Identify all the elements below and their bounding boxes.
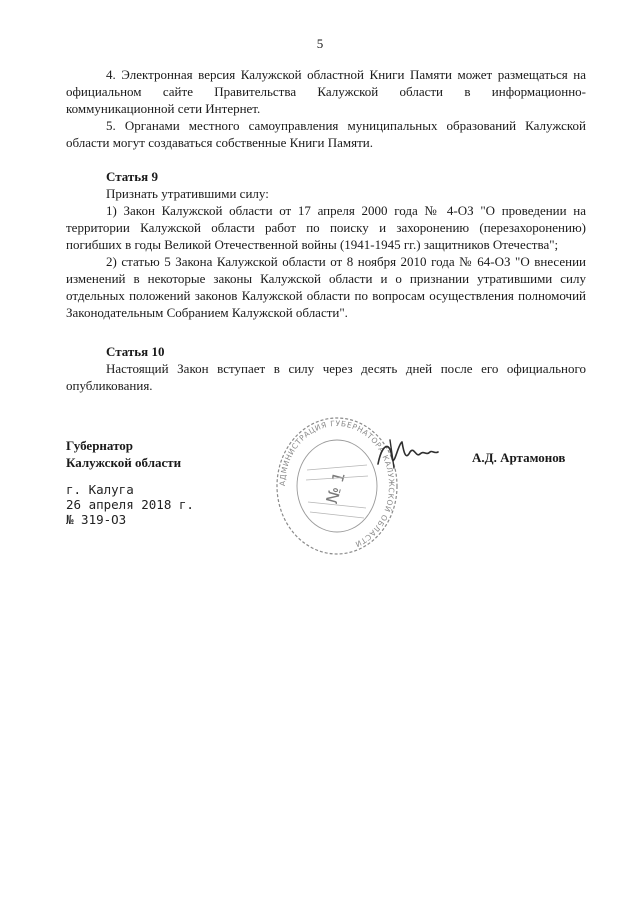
article-9-title: Статья 9 bbox=[106, 169, 158, 184]
document-body bbox=[66, 66, 586, 394]
document-meta bbox=[66, 482, 194, 527]
seal-ring-text: АДМИНИСТРАЦИЯ ГУБЕРНАТОРА КАЛУЖСКОЙ ОБЛАСТИ bbox=[277, 418, 397, 550]
paragraph-4: 4. Электронная версия Калужской областной Книги Памяти может размещаться на официальном сайте Правительства Калужской области в информационно-коммуникационной сети Интернет. bbox=[66, 67, 586, 116]
handwritten-signature bbox=[372, 434, 442, 474]
meta-city: г. Калуга bbox=[66, 482, 134, 497]
signature-position-line-2: Калужской области bbox=[66, 455, 182, 470]
meta-date: 26 апреля 2018 г. bbox=[66, 497, 194, 512]
seal-center-number: № 1 bbox=[322, 469, 349, 506]
signer-name: А.Д. Артамонов bbox=[472, 450, 566, 465]
paragraph-5: 5. Органами местного самоуправления муниципальных образований Калужской области могут создаваться собственные Книги Памяти. bbox=[66, 118, 586, 150]
article-10-text: Настоящий Закон вступает в силу через десять дней после его официального опубликования. bbox=[66, 361, 586, 393]
article-9-intro: Признать утратившими силу: bbox=[106, 186, 269, 201]
signature-position-line-1: Губернатор bbox=[66, 438, 134, 453]
signature-position bbox=[66, 437, 181, 471]
article-10-title: Статья 10 bbox=[106, 344, 165, 359]
official-seal bbox=[272, 410, 402, 560]
page-number: 5 bbox=[316, 36, 324, 51]
article-9-item-1: 1) Закон Калужской области от 17 апреля 2000 года № 4-ОЗ "О проведении на территории Калужской области работ по поиску и захоронению (перезахоронению) погибших в годы Великой Отечественной войны (1941-1945 гг.) защитников Отечества"; bbox=[66, 203, 586, 252]
article-9-item-2: 2) статью 5 Закона Калужской области от 8 ноября 2010 года № 64-ОЗ "О внесении изменений в некоторые законы Калужской области и о признании утратившими силу отдельных положений законов Калужской области по вопросам осуществления полномочий Законодательным Собранием Калужской области". bbox=[66, 254, 586, 320]
meta-number: № 319-ОЗ bbox=[66, 512, 127, 527]
